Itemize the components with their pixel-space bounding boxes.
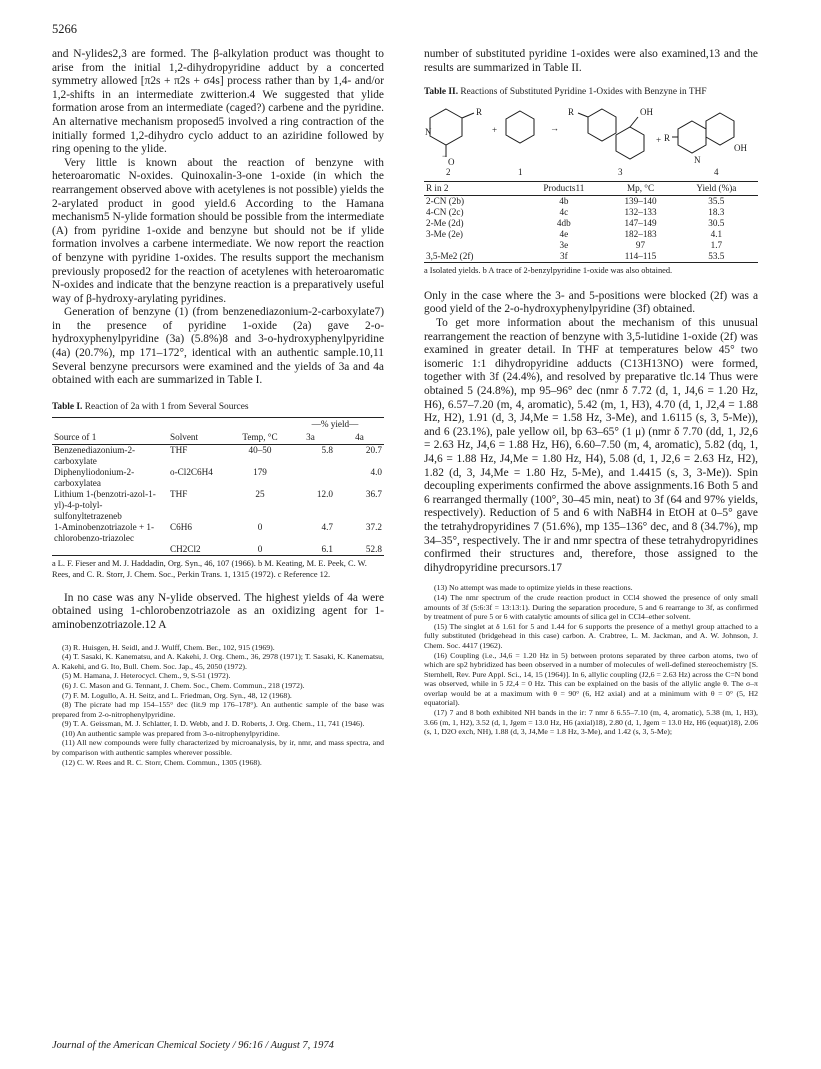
svg-text:OH: OH	[734, 142, 747, 153]
table-row	[424, 195, 758, 207]
table-row	[424, 229, 758, 240]
reference: (11) All new compounds were fully characterized by microanalysis, by ir, nmr, and mass spectra, and by comparison with authentic samples wherever possible.	[52, 738, 384, 758]
reference: (6) J. C. Mason and G. Tennant, J. Chem. Soc., Chem. Commun., 218 (1972).	[62, 680, 305, 690]
table2-cell: 3-Me (2e)	[426, 228, 463, 239]
table1-header-yield: —% yield—	[311, 419, 359, 430]
left-paragraph-2: Very little is known about the reaction of benzyne with heteroaromatic N-oxides. Quinoxalin-3-one 1-oxide (in which the rearrangement observed above with acetylenes is not possible) yields the 2-arylated product in good yield.6 According to the Hamana mechanism5 N-ylide formation should be possible from the intermediate (A) from pyridine 1-oxide and benzyne but should not be if ylide formation involves a carbene intermediate. We now report the reaction of benzyne with pyridine 1-oxides. The results support the mechanism previously proposed2 for the reaction of acetylenes with heteroaromatic N-oxides and indicate that the benzyne reaction is a preparatively useful way of β-hydroxy-arylating pyridines.	[52, 156, 384, 305]
table2-cell: 4e	[559, 228, 569, 239]
table2-header-mp: Mp, °C	[626, 182, 655, 193]
table2-cell: 35.5	[708, 195, 725, 206]
table2-cell: 132–133	[624, 206, 657, 217]
table1-cell: 179	[253, 467, 267, 478]
table1-header-solvent: Solvent	[170, 432, 199, 443]
scheme-label-2: 2	[446, 166, 451, 177]
table2-cell: 4.1	[710, 228, 723, 239]
reference: (15) The singlet at δ 1.61 for 5 and 1.44 for 6 supports the presence of a methyl group attached to a fully substituted (bridgehead in this case) carbon. A. Crabtree, L. M. Jackman, and A. W. Johnson, J. Chem. Soc. 4417 (1962).	[424, 621, 758, 650]
table2-cell: 4b	[559, 195, 569, 206]
reference: (7) F. M. Logullo, A. H. Seitz, and L. Friedman, Org. Syn., 48, 12 (1968).	[62, 690, 292, 700]
right-references	[424, 583, 758, 737]
table2-header-yield: Yield (%)a	[696, 182, 737, 193]
reference: (9) T. A. Geissman, M. J. Schlatter, I. D. Webb, and J. D. Roberts, J. Org. Chem., 11, 741 (1946).	[62, 719, 365, 729]
table2-cell: 147–149	[624, 217, 657, 228]
table1-caption	[52, 402, 384, 414]
svg-text:OH: OH	[640, 106, 653, 117]
table1	[52, 417, 384, 556]
table1-cell: 6.1	[321, 544, 333, 555]
table2-cell: 139–140	[624, 195, 657, 206]
reference: (4) T. Sasaki, K. Kanematsu, and A. Kakehi, J. Org. Chem., 36, 2978 (1971); T. Sasaki, K. Kanematsu, A. Kakehi, and G. Ito, Bull. Chem. Soc. Jap., 45, 2050 (1972).	[52, 652, 384, 671]
table2-caption	[424, 87, 758, 99]
table1-header-4a: 4a	[355, 432, 364, 443]
table2-cell: 53.5	[708, 250, 725, 261]
table1-cell: 1-Aminobenzotriazole + 1-chlorobenzo-triazolec	[54, 522, 155, 544]
svg-text:N: N	[694, 154, 701, 165]
left-column	[52, 48, 384, 767]
svg-text:N: N	[425, 126, 432, 137]
product-4-structure	[672, 113, 734, 153]
scheme-label-3: 3	[618, 166, 623, 177]
table2-header-r: R in 2	[426, 182, 449, 193]
table1-cell: 36.7	[365, 489, 382, 500]
right-intro: number of substituted pyridine 1-oxides were also examined,13 and the results are summarized in Table II.	[424, 48, 758, 74]
table1-cell	[286, 467, 335, 489]
table2-cell	[424, 240, 521, 251]
svg-text:R: R	[476, 106, 483, 117]
table2-cell: 4c	[559, 206, 569, 217]
right-column	[424, 48, 758, 737]
journal-footer: Journal of the American Chemical Society / 96:16 / August 7, 1974	[52, 1040, 334, 1051]
right-paragraph-1: Only in the case where the 3- and 5-positions were blocked (2f) was a good yield of the 2-o-hydroxyphenylpyridine (3f) obtained.	[424, 289, 758, 316]
table1-cell: THF	[170, 445, 188, 456]
reaction-scheme	[424, 99, 758, 177]
table1-cell: Diphenyliodonium-2-carboxylatea	[54, 467, 135, 489]
table1-cell: 4.0	[370, 467, 382, 478]
table2	[424, 181, 758, 263]
table2-cell: 18.3	[708, 206, 725, 217]
table-row	[52, 522, 384, 544]
table1-cell: 0	[257, 522, 263, 533]
table2-cell: 3f	[559, 250, 568, 261]
table2-cell: 114–115	[624, 250, 657, 261]
right-paragraph-2: To get more information about the mechanism of this unusual rearrangement the reaction of benzyne with 3,5-lutidine 1-oxide (2f) was examined in greater detail. In THF at temperatures below 45° two isomeric 1:1 dihydropyridine adducts (C13H13NO) were formed, together with 3f (24.4%), and resolved by preparative tlc.14 Thus were obtained 5 (24.8%), mp 95–96° dec (nmr δ 7.72 (d, 1, J4,6 = 1.20 Hz, H6), 6.57–7.20 (m, 4, aromatic), 5.42 (m, 1, H3), 4.70 (d, 1, J2,4 = 1.88 Hz, H2), 1.91 (d, 3, J4,Me = 1.58 Hz, 3-Me), and 1.6115 (s, 3, 5-Me)), and 6 (23.1%), pale yellow oil, bp 63–65° (1 μ) (nmr δ 7.70 (dd, 1, J2,6 = 2.63 Hz, J4,6 = 1.88 Hz, H6), 6.60–7.50 (m, 4, aromatic), 5.82 (dq, 1, J4,6 = 1.88 Hz, J4,Me = 1.80 Hz, H4), 5.08 (d, 1, J2,6 = 2.63 Hz, H2), 1.82 (d, 3, J4,Me = 1.80 Hz, 5-Me), and 1.4415 (s, 3, 3-Me)). Spin decoupling experiments confirmed the above assignments.16 Both 5 and 6 rearranged thermally (100°, 30–45 min, neat) to 3f (64 and 97% yields, respectively). Reduction of 5 and 6 with NaBH4 in EtOH at 0–5° gave the tetrahydropyridines 7 (51.6%), mp 135–136° dec, and 8 (34.7%), mp 34–35°, respectively. The ir and nmr spectra of these tetrahydropyridines confirmed their structures and, therefore, those assigned to the dihydropyridine precursors.17	[424, 317, 758, 574]
table-row	[424, 240, 758, 251]
left-paragraph-3: Generation of benzyne (1) (from benzenediazonium-2-carboxylate7) in the presence of pyridine 1-oxide (2a) gave 2-o-hydroxyphenylpyridine (3a) (5.8%)8 and 3-o-hydroxyphenylpyridine (4a) (20.7%), mp 171–172°, identical with an authentic sample.10,11 Several benzyne precursors were examined and the yields of 3a and 4a obtained with each are summarized in Table I.	[52, 306, 384, 387]
table-row	[424, 218, 758, 229]
table2-cell: 1.7	[710, 239, 723, 250]
reference: (16) Coupling (i.e., J4,6 = 1.20 Hz in 5) between protons separated by three carbon atoms, two of which are sp2 hybridized has been observed in a number of molecules of well-defined stereochemistry [S. Sternhell, Rev. Pure Appl. Sci., 14, 15 (1964)]. In 6, allylic coupling (J2,6 = 2.63 Hz) across the C=N bond was observed, while in 5 J2,4 = 0 Hz. This can be explained on the basis of the allylic angle θ. The σ–π overlap would be at a maximum with θ = 90° (6, H2 axial) and at a minimum with θ = 0° (5, H2 equatorial).	[424, 650, 758, 708]
table2-cell: 3,5-Me2 (2f)	[426, 250, 474, 261]
table1-cell: 0	[257, 544, 263, 555]
table1-caption-label: Table I.	[52, 401, 83, 412]
table1-cell: 37.2	[365, 522, 382, 533]
table-row	[52, 445, 384, 468]
left-paragraph-after-table: In no case was any N-ylide observed. The highest yields of 4a were obtained using 1-chlorobenzotriazole as an oxidizing agent for 1-aminobenzotriazole.12 A	[52, 591, 384, 631]
table1-header-temp: Temp, °C	[242, 432, 278, 443]
table1-cell: 12.0	[316, 489, 333, 500]
svg-text:O: O	[448, 156, 455, 167]
table1-cell: 20.7	[365, 445, 382, 456]
table2-cell: 2-CN (2b)	[426, 195, 465, 206]
table-row	[52, 467, 384, 489]
table2-footnotes: a Isolated yields. b A trace of 2-benzylpyridine 1-oxide was also obtained.	[424, 265, 673, 275]
table1-cell: C6H6	[170, 522, 192, 533]
table1-caption-text: Reaction of 2a with 1 from Several Sources	[84, 401, 249, 412]
table1-footnotes: a L. F. Fieser and M. J. Haddadin, Org. Syn., 46, 107 (1966). b M. Keating, M. E. Peek, C. W. Rees, and C. R. Storr, J. Chem. Soc., Perkin Trans. 1, 1315 (1972). c Reference 12.	[52, 559, 367, 579]
table2-caption-label: Table II.	[424, 87, 459, 98]
table2-cell: 4db	[556, 217, 571, 228]
svg-text:−: −	[442, 150, 448, 161]
table2-cell: 182–183	[624, 228, 657, 239]
table-row	[52, 489, 384, 522]
table1-cell: 25	[255, 489, 265, 500]
table1-cell	[52, 544, 168, 556]
reference: (17) 7 and 8 both exhibited NH bands in the ir: 7 nmr δ 6.55–7.10 (m, 4, aromatic), 5.38 (m, 1, H3), 3.66 (m, 1, H2), 3.52 (d, 1, Jgem = 13.0 Hz, H6 (axial)18), 2.80 (d, 1, Jgem = 13.0 Hz, H6 (equat)18), 2.06 (s, 1, D2O exch, NH), 1.88 (d, 3, J4,Me = 1.8 Hz, 3-Me), and 1.42 (s, 3, 5-Me);	[424, 708, 758, 737]
left-references	[52, 643, 384, 768]
reference: (13) No attempt was made to optimize yields in these reactions.	[434, 583, 633, 593]
reference: (5) M. Hamana, J. Heterocycl. Chem., 9, S-51 (1972).	[62, 671, 231, 681]
table1-cell: THF	[170, 489, 188, 500]
page-number: 5266	[52, 22, 77, 36]
svg-text:R: R	[664, 132, 671, 143]
table1-cell: Lithium 1-(benzotri-azol-1-yl)-4-p-tolyl-sulfonyltetrazeneb	[54, 489, 156, 522]
table-row	[424, 207, 758, 218]
svg-text:+: +	[492, 124, 498, 135]
table2-header-products: Products11	[543, 182, 585, 193]
pyridine-oxide-structure	[430, 109, 474, 157]
table2-cell: 2-Me (2d)	[426, 217, 464, 228]
table2-cell: 3e	[559, 239, 569, 250]
reference: (12) C. W. Rees and R. C. Storr, Chem. Commun., 1305 (1968).	[62, 757, 262, 767]
table-row	[52, 544, 384, 556]
table1-cell: CH2Cl2	[170, 544, 201, 555]
table1-cell: 4.7	[321, 522, 333, 533]
reference: (10) An authentic sample was prepared from 3-o-nitrophenylpyridine.	[62, 728, 280, 738]
reference: (3) R. Huisgen, H. Seidl, and J. Wulff, Chem. Ber., 102, 915 (1969).	[62, 642, 275, 652]
table-row	[424, 251, 758, 263]
table2-caption-text: Reactions of Substituted Pyridine 1-Oxides with Benzyne in THF	[460, 87, 707, 98]
table1-cell: 40–50	[248, 445, 272, 456]
table1-header-source: Source of 1	[54, 432, 97, 443]
table1-cell: 52.8	[365, 544, 382, 555]
reference: (8) The picrate had mp 154–155° dec (lit.9 mp 176–178°). An authentic sample of the base was prepared from 2-o-nitrophenylpyridine.	[52, 700, 384, 719]
scheme-label-4: 4	[714, 166, 719, 177]
table1-cell: 5.8	[321, 445, 333, 456]
table1-cell: Benzenediazonium-2-carboxylate	[54, 445, 136, 467]
svg-text:→: →	[550, 122, 559, 133]
table2-cell: 30.5	[708, 217, 725, 228]
left-paragraph-1: and N-ylides2,3 are formed. The β-alkylation product was thought to arise from the initial 1,2-dihydropyridine adduct by a concerted symmetry allowed [π2s + π2s + σ4s] process rather than by 1,4- and/or 1,2-shifts in an intermediate zwitterion.4 We suggested that ylide formation arose from an intermediate (caged?) carbene and the pyridine. An alternative mechanism proposed5 involved a ring contraction of the initially formed 1,2-dihydro cyclo adduct to an aziridine followed by ring opening to the ylide.	[52, 48, 384, 156]
table2-cell: 4-CN (2c)	[426, 206, 464, 217]
svg-text:+: +	[656, 134, 662, 145]
svg-text:R: R	[568, 106, 575, 117]
reference: (14) The nmr spectrum of the crude reaction product in CCl4 showed the presence of only small amounts of 3f (5:6:3f = 13:13:1). During the separation procedure, 5 and 6 rearrange to 3f, as confirmed by treatment of pure 5 or 6 with catalytic amounts of silica gel in CCl4–ether solvent.	[424, 592, 758, 622]
product-3-structure	[578, 109, 644, 159]
scheme-label-1: 1	[518, 166, 523, 177]
benzyne-structure	[506, 111, 534, 143]
table1-cell: o-Cl2C6H4	[170, 467, 213, 478]
table1-header-3a: 3a	[306, 432, 315, 443]
table2-cell: 97	[635, 239, 646, 250]
